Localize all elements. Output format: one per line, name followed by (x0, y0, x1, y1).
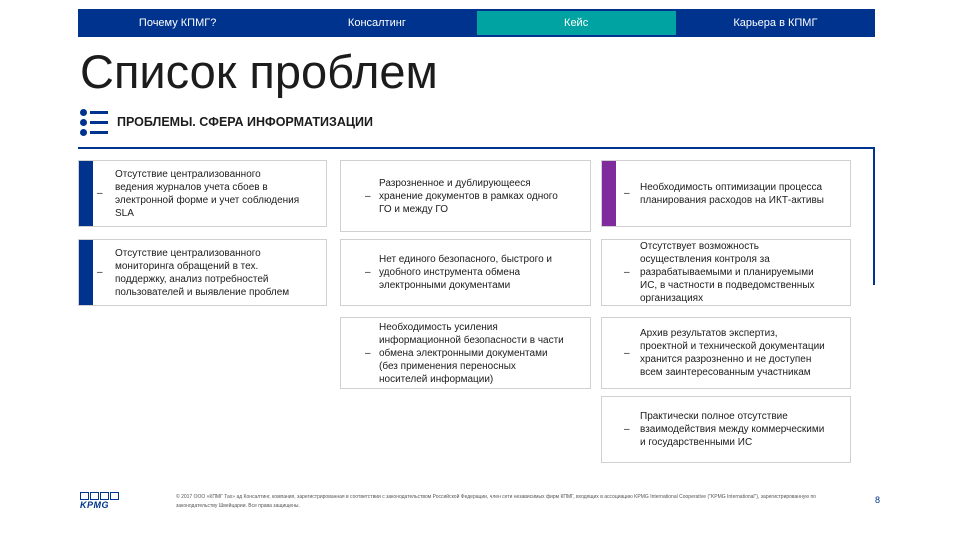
bullet: – (365, 347, 371, 359)
problem-card (601, 396, 851, 463)
problem-card (340, 317, 591, 389)
tab-career[interactable]: Карьера в КПМГ (733, 17, 818, 29)
bullet: – (624, 267, 630, 278)
bullet: – (624, 188, 630, 199)
bullet: – (365, 190, 371, 202)
problem-card (340, 160, 591, 232)
card-text: Архив результатов экспертиз, проектной и технической документации хранится разрозненно и не доступен всем заинтересованным участникам (640, 328, 825, 378)
top-navigation (78, 9, 875, 37)
page-number: 8 (875, 495, 881, 505)
copyright-text: © 2017 ООО «КПМГ Тах» ад Консалтинг, компания, зарегистрированная в соответствии с законодательством Российской Федерации, член сети независимых фирм КПМГ, входящих в ассоциацию KPMG International Cooperative ("KPMG International"), зарегистрированную по законодательству Швейцарии. Все права защищены. (176, 494, 816, 509)
problem-card (340, 239, 591, 306)
frame-line-top (78, 147, 875, 149)
tab-case[interactable]: Кейс (477, 11, 676, 35)
tab-consulting[interactable]: Консалтинг (347, 17, 406, 29)
card-text: Отсутствие централизованного ведения журналов учета сбоев в электронной форме и учет соблюдения SLA (115, 168, 300, 219)
card-accent (79, 161, 93, 226)
frame-line-right (873, 147, 875, 285)
bullet: – (97, 188, 103, 199)
card-text: Отсутствие централизованного мониторинга обращений в тех. поддержку, анализ потребностей пользователей и выявление проблем (115, 247, 290, 298)
list-icon (80, 109, 110, 137)
card-accent (602, 161, 616, 226)
section-subtitle: ПРОБЛЕМЫ. СФЕРА ИНФОРМАТИЗАЦИИ (117, 115, 373, 129)
bullet: – (624, 424, 630, 435)
logo-text: KPMG (80, 500, 109, 510)
card-text: Практически полное отсутствие взаимодействия между коммерческими и государственными ИС (640, 411, 825, 448)
problem-card (78, 160, 327, 227)
card-text: Отсутствует возможность осуществления контроля за разрабатываемыми и планируемыми ИС, в частности в подведомственных организациях (640, 241, 815, 304)
page-title: Список проблем (80, 45, 438, 98)
bullet: – (97, 267, 103, 278)
problem-card (78, 239, 327, 306)
card-text: Нет единого безопасного, быстрого и удобного инструмента обмена электронными документами (379, 254, 552, 291)
kpmg-logo (80, 492, 120, 510)
card-accent (79, 240, 93, 305)
card-text: Разрозненное и дублирующееся хранение документов в рамках одного ГО и между ГО (379, 177, 558, 215)
bullet: – (624, 347, 630, 359)
problem-card (601, 317, 851, 389)
bullet: – (365, 267, 371, 278)
tab-why-kpmg[interactable]: Почему КПМГ? (138, 17, 217, 29)
problem-card (601, 160, 851, 227)
card-text: Необходимость оптимизации процесса планирования расходов на ИКТ-активы (640, 181, 824, 206)
card-text: Необходимость усиления информационной безопасности в части обмена электронными документами (без применения переносных носителей информации) (379, 321, 564, 385)
problem-card (601, 239, 851, 306)
